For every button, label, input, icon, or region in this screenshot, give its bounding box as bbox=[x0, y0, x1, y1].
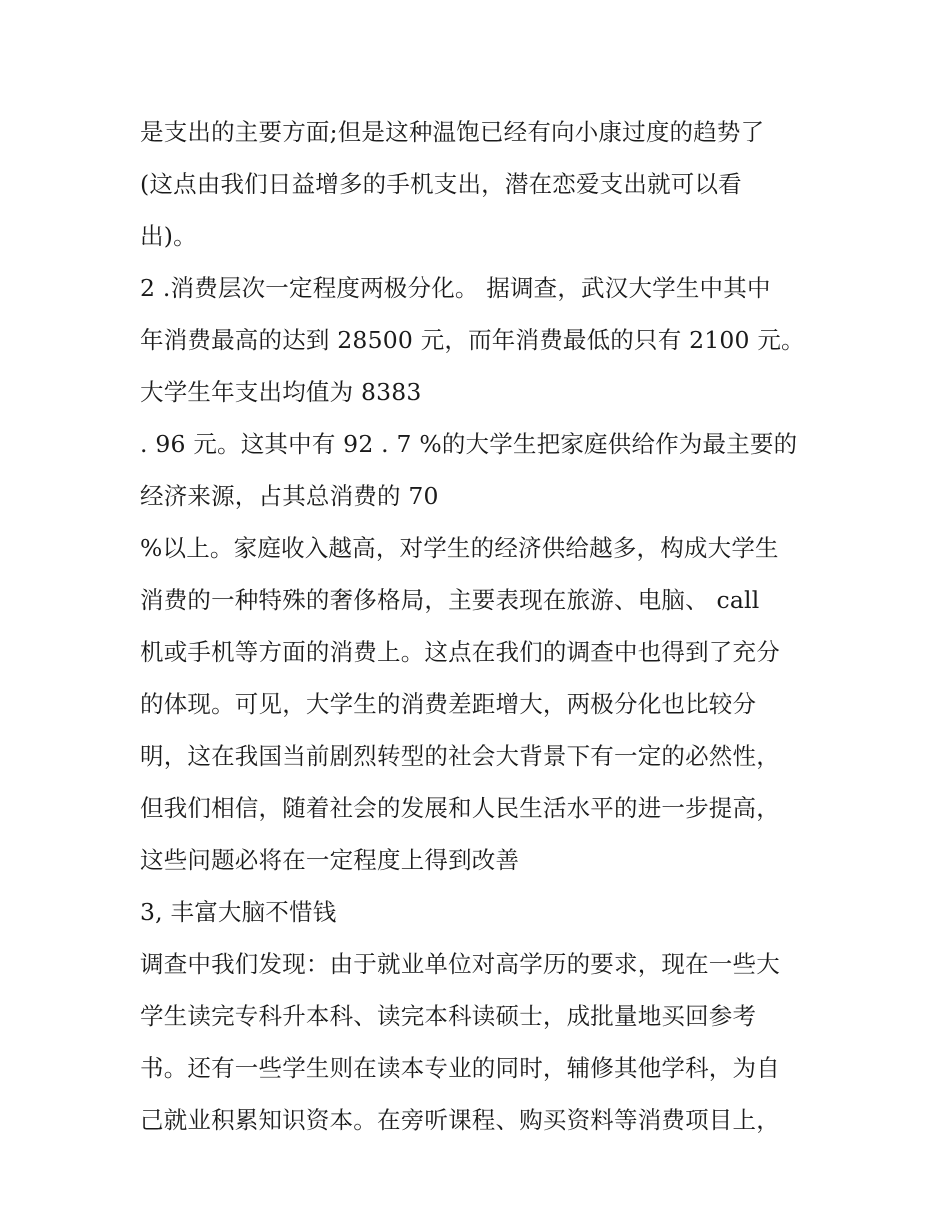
text-line: 机或手机等方面的消费上。这点在我们的调查中也得到了充分 bbox=[140, 638, 780, 666]
text-line: 学生读完专科升本科、读完本科读硕士，成批量地买回参考 bbox=[140, 1002, 757, 1030]
document-body bbox=[140, 106, 840, 1146]
text-line: 明，这在我国当前剧烈转型的社会大背景下有一定的必然性， bbox=[140, 742, 780, 770]
text-line: 经济来源，占其总消费的 70 bbox=[140, 482, 439, 510]
text-line: 但我们相信，随着社会的发展和人民生活水平的进一步提高， bbox=[140, 794, 780, 822]
text-line: 这些问题必将在一定程度上得到改善 bbox=[140, 846, 520, 874]
text-line: 调查中我们发现：由于就业单位对高学历的要求，现在一些大 bbox=[140, 950, 780, 978]
text-line: 的体现。可见，大学生的消费差距增大，两极分化也比较分 bbox=[140, 690, 757, 718]
text-line: %以上。家庭收入越高，对学生的经济供给越多，构成大学生 bbox=[140, 534, 779, 562]
text-line: 是支出的主要方面;但是这种温饱已经有向小康过度的趋势了 bbox=[140, 118, 765, 146]
text-line: (这点由我们日益增多的手机支出，潜在恋爱支出就可以看 bbox=[140, 170, 742, 198]
text-line: 大学生年支出均值为 8383 bbox=[140, 378, 422, 406]
text-line: 己就业积累知识资本。在旁听课程、购买资料等消费项目上， bbox=[140, 1106, 780, 1134]
section-heading-line: 3, 丰富大脑不惜钱 bbox=[140, 898, 337, 926]
text-line: . 96 元。这其中有 92 . 7 %的大学生把家庭供给作为最主要的 bbox=[140, 430, 798, 458]
text-line: 书。还有一些学生则在读本专业的同时，辅修其他学科，为自 bbox=[140, 1054, 780, 1082]
text-line: 出)。 bbox=[140, 222, 197, 250]
text-line: 年消费最高的达到 28500 元，而年消费最低的只有 2100 元。 bbox=[140, 326, 805, 354]
section-heading-line: 2 .消费层次一定程度两极分化。 据调查，武汉大学生中其中 bbox=[140, 274, 771, 302]
text-line: 消费的一种特殊的奢侈格局，主要表现在旅游、电脑、 call bbox=[140, 586, 760, 614]
